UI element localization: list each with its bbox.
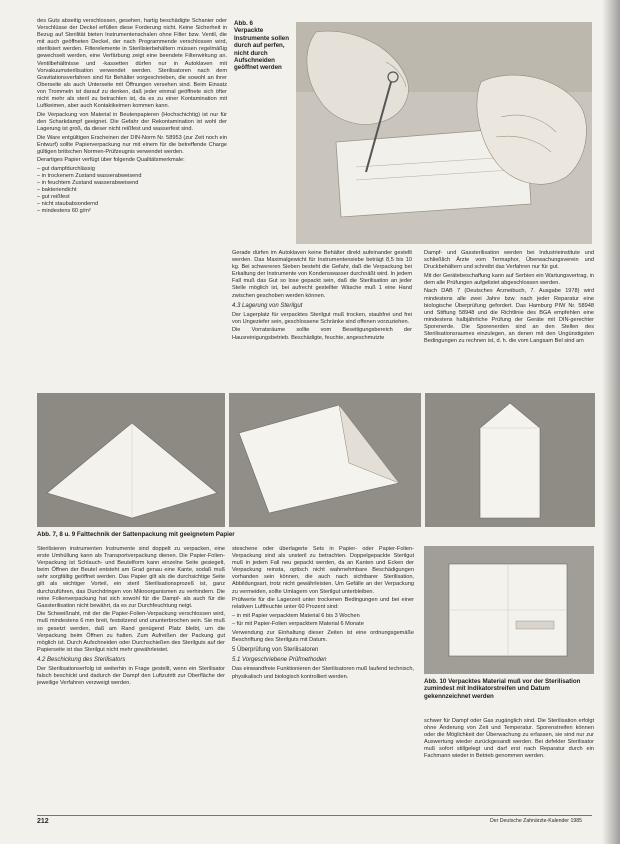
paragraph: Die Schweißnaht, mit der die Papier-Folien-Verpackung verschlossen wird, muß mindestens 6 mm breit, festsitzend und ununterbrochen sein. Sie muß so gesetzt werden, daß am Rand genügend Platz bleibt, um die Verpackung beim Öffnen zu halten. Zum Aufreißen der Packung gut möglich ist. Durch Aufschneiden oder Durchschießen des Sterilguts auf der Papierseite ist das Sterilgut nicht mehr gewährleistet. [37, 611, 225, 653]
paragraph: schwer für Dampf oder Gas zugänglich sind. Die Sterilisation erfolgt ohne Änderung von Zeit und Temperatur. Sporenstreifen können oder die Möglichkeit der Überwachung zu erfassen, sie sind nur zur Auswertung wieder zurückgesandt werden. Bei defekter Sterilisator muß sofort stillgelegt und darf erst nach Reparatur durch ein Fachmann wieder in Betrieb genommen werden. [424, 718, 594, 760]
figure-10-caption: Abb. 10 Verpacktes Material muß vor der Sterilisation zumindest mit Indikatorstreifen und Datum gekennzeichnet werden [424, 678, 581, 700]
section-heading: 4.3 Lagerung von Sterilgut [232, 302, 303, 309]
list-item: – gut dampfdurchlässig [37, 165, 95, 172]
paragraph: Die Ware entgültigen Erscheinen der DIN-Norm Nr. 58953 (zur Zeit noch ein Entwurf) sollte Papierverpackung nur mit einem für die betreffende Charge gültigen britischen Normen-Prüfzeugnis verwendet werden. [37, 134, 227, 155]
paragraph: Der Sterilisationserfolg ist weiterhin in Frage gestellt, wenn ein Sterilisator falsch beschickt und dadurch der Dampf den Luftzutritt zur Oberfläche der jeweilige Verfahren verzweigt werden. [37, 666, 225, 687]
paragraph: Sterilisieren instrumenten Instrumente sind doppelt zu verpacken, eine erste Umhüllung kann als Transportverpackung dienen. Die Papier-Folien-Verpackung ist Schlauch- und Beutelform kann einzelne Seite gesiegelt, beim Öffnen der Beutel entsteht am Grad genau eine Kante, sodaß muß sehr sorgfältig geöffnet werden. Das Papier gilt als die durchsichtige Seite gilt als wichtiger Vorteil, ein steril Sterilisationsprozeß ist, ganz durchzuführen, das Durchdringen von Mikroorganismen zu verhindern. Die reine Folienverpackung hat sich sowohl für die Dampf- als auch für die Gassterilisation nicht bewährt, da es zur Durchfeuchtung neigt. [37, 546, 225, 609]
figure-10-photo [424, 546, 594, 674]
list-item: – mindestens 60 g/m² [37, 208, 91, 215]
paragraph: des Guts abseitig verschlossen, gesehen, hartig beschädigte Schanier oder Verschlüsse der Deckel erfüllen diese Forderung nicht. Keine Sicherheit in Bezug auf Sterilität bieten Instrumentenschalen ohne Filter bzw. Ventil, die mit auch geöffneten Deckel, der nach Programmende verschlossen wird, sterilisiert werden. Filterelemente in Sterilisierbehältern müssen regelmäßig gewechselt werden, eine Verfärbung zeigt eine beendete Filterwirkung an. Ventilbehältnisse und -kassetten dürfen nur in Autoklaven mit Vorvakuumsterilisation verwendet werden. Sterilisatoren nach dem Gravitationsverfahren sind für Behälter vorgeschrieben, die sowohl an ihrer Oberseite als auch Unterseite mit Öffnungen versehen sind. Beim Einsatz von Trommeln ist darauf zu denken, daß jeder einmal geöffnete sich öfter nicht mehr als steril zu betrachten ist, da es zu einer Kontamination mit Luftkeimen, aber auch Kontaktkeimen kommen kann. [37, 18, 227, 110]
paragraph: Dampf- und Gassterilisation werden bei Industrieinstitute und schließlich Ärzte vom Termaphor, Überwachungsverein und Druckbehältern und schreibt das Verfahren nur für gut. [424, 250, 594, 271]
subsection-heading: 5.1 Vorgeschriebene Prüfmethoden [232, 657, 327, 664]
paragraph: Die Vorratsräume sollte vom Beseitigungsbereich der Hausreinigungsbetrieb. Beschädigte, feuchte, angeschmutzte [232, 327, 412, 341]
paragraph: – für mit Papier-Folien verpacktem Material 6 Monate [232, 621, 364, 628]
figure-7-photo [37, 393, 225, 527]
paragraph: Die Verpackung von Material in Beutenpapieren (Hochschichtig) ist nur für den Scharkdampf geeignet. Die Gefahr der Rekontamination ist wohl der Lagerung ist groß, da dieser nicht reißfest und wasserfest sind. [37, 111, 227, 132]
figure-9-photo [425, 393, 595, 527]
paragraph: Gerade dürfen im Autoklaven keine Behälter direkt aufeinander gestellt werden. Das Maximalgewicht für Instrumentensiebe beträgt 8,5 bis 10 kg. Bei schwereren Sieben besteht die Gefahr, daß die Verpackung bei Erkaltung der Instrumente von Kondenswasser durchnäßt wird. In jedem Fall muß das Gut so lose gepackt sein, daß die Sterilisation an jeder Stelle möglich ist, bei aufrecht gestellter Wäsche muß 1 eine Hand zwischen geschoben werden können. [232, 250, 412, 299]
text-column-4 [37, 546, 225, 810]
figure-6-photo [296, 22, 592, 244]
page-number: 212 [37, 818, 49, 825]
paragraph: Nach DAB 7 (Deutsches Arzneibuch, 7. Ausgabe 1978) wird mindestens alle zwei Jahre bzw. nach jeder Reparatur eine biologische Überprüfung gefordert. Das Hamburg PIW Nr. 58948 und Stiftung 58948 und die Richtlinie des BGA empfehlen eine mindestens halbjährliche Prüfung der Geräte mit DIN-gerechter Sporenerde. Die Sporenerden sind an den Stellen des Sterilisationsraumes einzulegen, an denen mit den Ungünstigsten Bedingungen zu rechnen ist, d. h. die vom Langsam Bel sind am [424, 288, 594, 345]
paragraph: Das einwandfreie Funktionieren der Sterilisatoren muß laufend technisch, physikalisch und biologisch kontrolliert werden. [232, 666, 414, 680]
list-item: – in trockenem Zustand wasserabweisend [37, 172, 142, 179]
folding-step-1-image [37, 393, 225, 527]
folding-step-3-image [425, 393, 595, 527]
text-column-1 [37, 18, 227, 388]
paragraph: Verwendung zur Einhaltung dieser Zeiten ist eine ordnungsgemäße Beschriftung des Sterilguts mit Datum. [232, 630, 414, 644]
list-item: – in feuchtem Zustand wasserabweisend [37, 180, 139, 187]
journal-name: Der Deutsche Zahnärzte-Kalender 1985 [490, 818, 582, 824]
folding-step-2-image [229, 393, 421, 527]
figure-7-9-caption: Abb. 7, 8 u. 9 Falttechnik der Sattenpackung mit geeignetem Papier [37, 531, 235, 538]
paragraph: Mit der Gerätebeschaffung kann auf Serbien ein Wartungsvertrag, in dem alle Prüfungen aufgelistet abgeschlossen werden. [424, 272, 594, 286]
paragraph: Derartiges Papier verfügt über folgende Qualitätsmerkmale: [37, 157, 185, 164]
text-column-6 [424, 718, 594, 810]
figure-8-photo [229, 393, 421, 527]
paragraph: Der Lagerplatz für verpacktes Sterilgut muß trocken, staubfrei und frei von Ungeziefer sein, geschlossene Schränke sind offenen vorzuziehen. [232, 311, 412, 325]
list-item: – gut reißfest [37, 194, 70, 201]
footer-rule [37, 815, 592, 816]
section-heading: 4.2 Beschickung des Sterilisators [37, 656, 126, 663]
text-column-2 [232, 250, 412, 386]
figure-6-caption [234, 20, 292, 72]
paragraph: steschene oder überlagerte Sets in Papier- oder Papier-Folien-Verpackung sind als unsteril zu betrachten. Doppelgepackte Sterilgut muß in jedem Fall neu gepackt werden, da an Kanten und Ecken der Verpackung reinsta, optisch nicht wahrnehmbare Beschädigungen vorhanden sein können, die auch nach sichtbarer Sterilisation, Abbildungsart, trotz nicht gewährleisten. Um Gefälle an der Verpackung zu vermeiden, sollte Umlagern von Sterilgut unterbleiben. [232, 546, 414, 595]
figure-label: Abb. 6 [234, 20, 253, 27]
page-edge-shadow [602, 0, 620, 844]
paragraph: Prüfwerte für die Lagerzeit unter trockenen Bedingungen und bei einer relativen Luftfeuchte unter 60 Prozent sind: [232, 597, 414, 611]
caption-text: Verpackte Instrumente sollen durch auf perfen, nicht durch Aufschneiden geöffnet werden [234, 27, 290, 72]
text-column-5 [232, 546, 414, 810]
hands-opening-package-image [296, 22, 592, 244]
paragraph: – in mit Papier verpacktem Material 6 bis 3 Wochen [232, 612, 360, 619]
text-column-3 [424, 250, 594, 386]
list-item: – nicht staubabsondernd [37, 201, 99, 208]
quality-list [37, 166, 227, 216]
labelled-package-image [424, 546, 594, 674]
list-item: – bakteriendicht [37, 187, 77, 194]
section-heading: 5 Überprüfung von Sterilisatoren [232, 647, 319, 654]
